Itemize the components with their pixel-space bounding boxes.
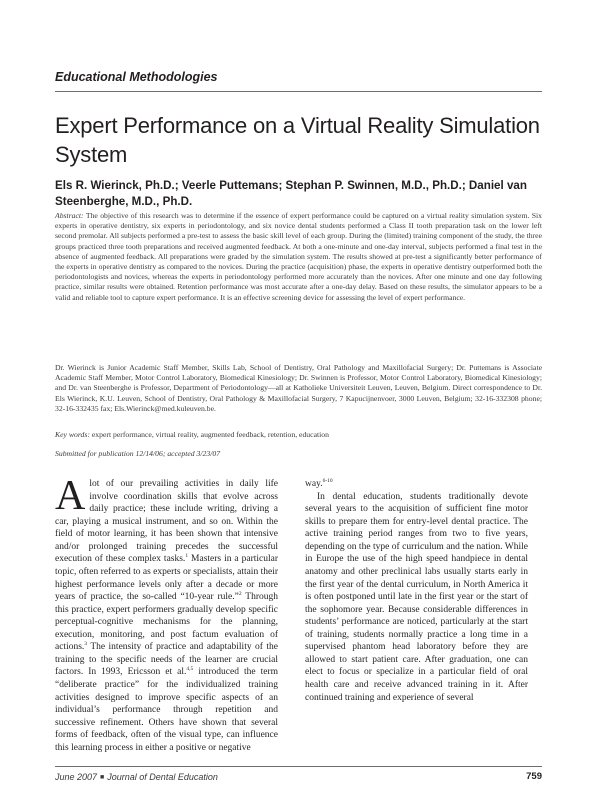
section-divider [55, 91, 542, 92]
body-column-right [305, 478, 528, 704]
footer-divider [55, 766, 542, 767]
author-affiliations: Dr. Wierinck is Junior Academic Staff Member, Skills Lab, School of Dentistry, Oral Pathology and Maxillofacial Surgery; Dr. Puttemans is Associate Academic Staff Member, Motor Control Laboratory, Biomedical Kinesiology; Dr. Swinnen is Professor, Motor Control Laboratory, Biomedical Kinesiology; and Dr. van Steenberghe is Professor, Department of Periodontology—all at Katholieke Universiteit Leuven, Leuven, Belgium. Direct correspondence to Dr. Els Wierinck, K.U. Leuven, School of Dentistry, Oral Pathology & Maxillofacial Surgery, 7 Kapucijnenvoer, 3000 Leuven, Belgium; 32-16-332308 phone; 32-16-332435 fax; Els.Wierinck@med.kuleuven.be. [55, 363, 542, 413]
keywords [55, 430, 542, 440]
journal-name: Journal of Dental Education [107, 772, 218, 782]
keywords-label: Key words: [55, 430, 90, 439]
abstract-text: The objective of this research was to determine if the essence of expert performance could be captured on a virtual reality simulation system. Six experts in operative dentistry, six experts in periodontology, and six novice dental students performed a Class II tooth preparation task on the lower left second premolar. All subjects performed a pre-test to assess the basic skill level of each group. During the (limited) training component of the study, the three groups practiced three tooth preparations and received augmented feedback. At both a one-minute and one-day interval, subjects performed a final test in the absence of augmented feedback. All preparations were graded by the simulation system. The results showed at pre-test a significantly better performance of the experts in operative dentistry as compared to the novices. During the practice (acquisition) phase, the experts in operative dentistry outperformed both the periodontologists and novices, whereas the experts in periodontology performed more accurately than the novices. After one minute and one day following practice, similar results were obtained. Retention performance was most accurate after a one-day delay. Based on these results, the simulator appears to be a valid and reliable tool to capture expert performance. It is an effective screening device for assessing the level of expert performance. [55, 211, 542, 302]
reference-marker: 6-10 [322, 477, 333, 484]
body-paragraph: Alot of our prevailing activities in daily life involve coordination skills that evolve across daily practice; these include writing, driving a car, playing a musical instrument, and so on. Within the field of motor learning, it has been shown that intensive and/or prolonged training precedes the successful execution of these complex tasks.$^1$ Masters in a particular topic, often referred to as experts or specialists, attain their highest performance levels only after a decade or more years of practice, the so-called “10-year rule.”$^2$ Through this practice, expert performers gradually develop specific perceptual-cognitive mechanisms for the planning, execution, monitoring, and post factum evaluation of actions.$^3$ The intensity of practice and adaptability of the training to the specific needs of the learner are crucial factors. In 1993, Ericsson et al.$^{4,5}$ introduced the term “deliberate practice” for the individualized training activities designed to improve specific aspects of an individual’s performance through repetition and successive refinement. Others have shown that several forms of feedback, often of the visual type, can influence this learning process in either a positive or negative [55, 473, 279, 753]
article-title: Expert Performance on a Virtual Reality Simulation System [55, 113, 540, 167]
reference-marker: 2 [238, 590, 242, 597]
author-list: Els R. Wierinck, Ph.D.; Veerle Puttemans; Stephan P. Swinnen, M.D., Ph.D.; Daniel van Steenberghe, M.D., Ph.D. [55, 179, 527, 208]
body-paragraph: In dental education, students traditionally devote several years to the acquisition of sufficient fine motor skills to prepare them for entry-level dental practice. The active training period ranges from two to five years, depending on the type of curriculum and the nation. While in Europe the use of the high speed handpiece in dental anatomy and other preclinical labs usually starts early in the first year of the dental curriculum, in North America it is often postponed until late in the first year or the start of the sophomore year. Because considerable differences in students’ performance are noticed, particularly at the start of training, students normally practice a long time in a supervised phantom head laboratory before they are allowed to start patient care. After graduation, one can elect to focus or specialize in a particular field of oral health care and receive advanced training in it. After continued training and experience of several [305, 491, 528, 703]
abstract-label: Abstract: [55, 211, 84, 220]
reference-marker: 4,5 [186, 666, 194, 673]
body-paragraph-continued: way.$^{6-10}$ [305, 477, 333, 489]
running-footer [55, 772, 218, 782]
issue-date: June 2007 [55, 772, 98, 782]
drop-cap: A [55, 473, 86, 519]
body-column-left [55, 473, 279, 754]
submission-dates: Submitted for publication 12/14/06; accepted 3/23/07 [55, 449, 221, 458]
keywords-text: expert performance, virtual reality, augmented feedback, retention, education [91, 430, 329, 439]
reference-marker: 1 [185, 553, 189, 560]
square-bullet-icon: ■ [100, 774, 105, 781]
abstract [55, 211, 542, 303]
reference-marker: 3 [84, 641, 88, 648]
section-label: Educational Methodologies [55, 70, 218, 84]
page-number: 759 [526, 771, 542, 782]
